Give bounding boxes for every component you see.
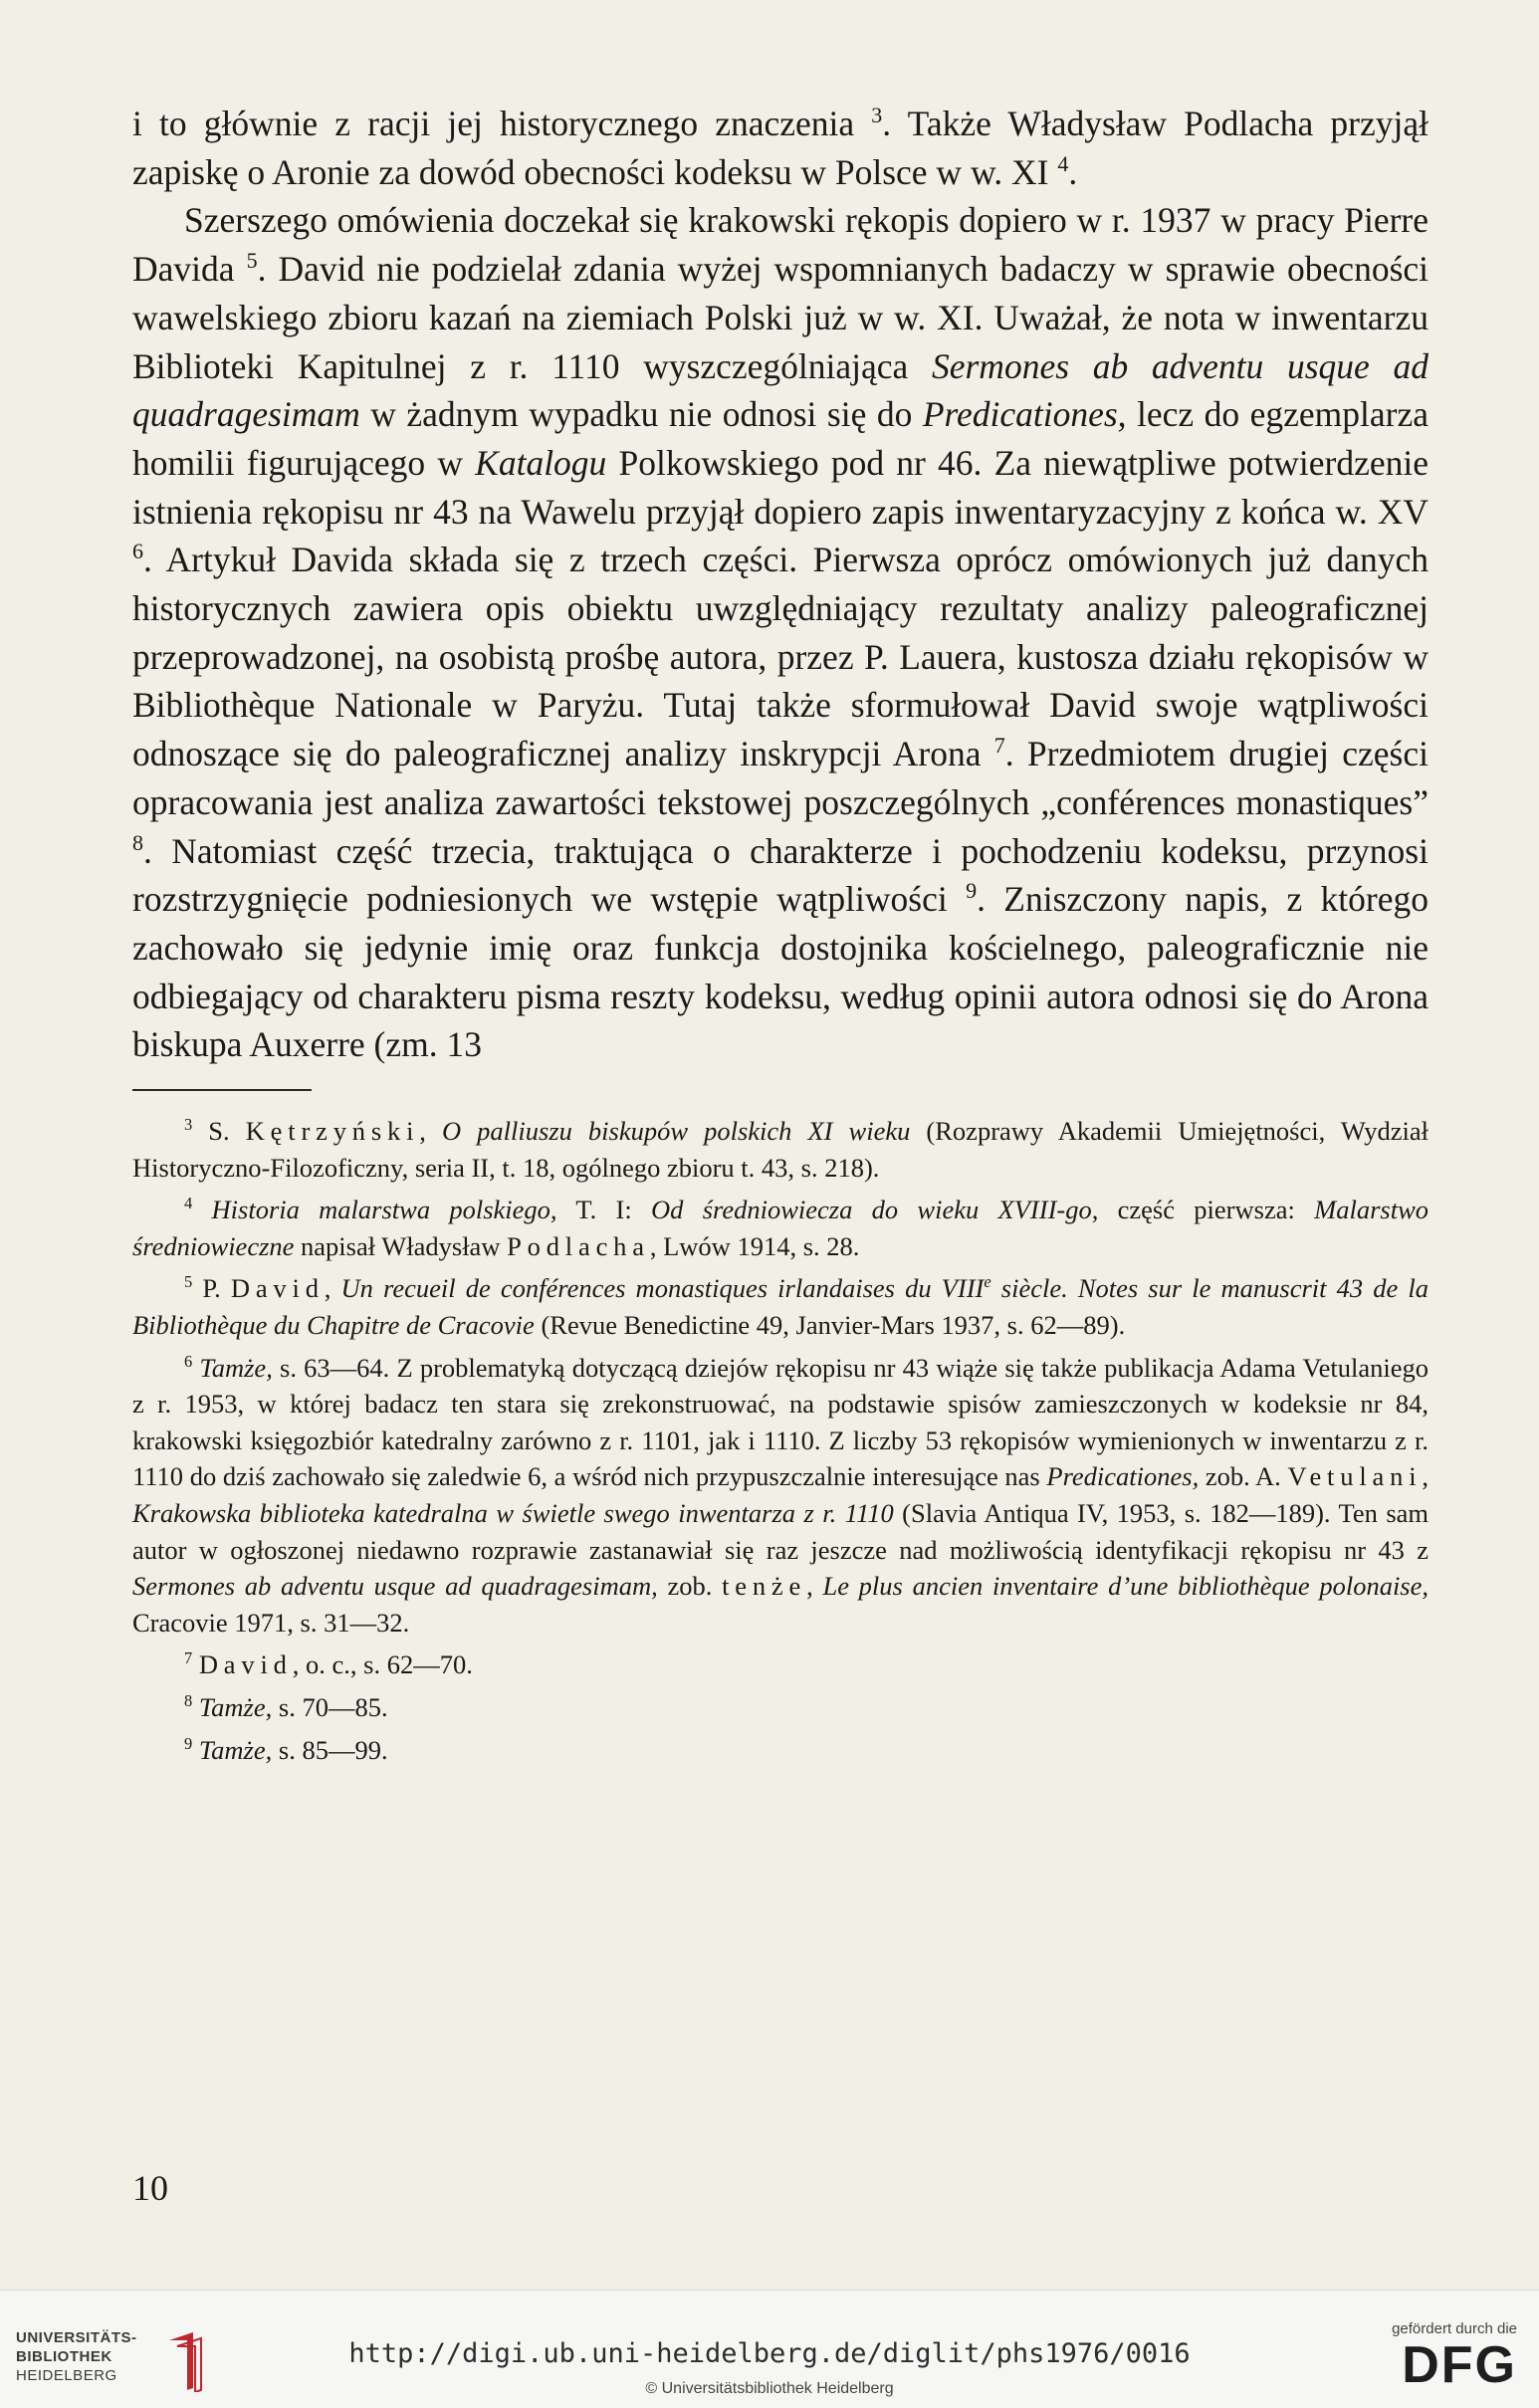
viewer-footer <box>0 2290 1539 2408</box>
footnote: $^3$ S. Kętrzyński, O palliuszu biskupów polskich XI wieku (Rozprawy Akademii Umiejętności, Wydział Historyczno-Filozoficzny, seria II, t. 18, ogólnego zbioru t. 43, s. 218). <box>132 1115 1429 1183</box>
body-paragraphs <box>132 100 1429 1069</box>
footnote: $^6$ Tamże, s. 63—64. Z problematyką dotyczącą dziejów rękopisu nr 43 wiąże się także publikacja Adama Vetulaniego z r. 1953, w której badacz ten stara się zrekonstruować, na podstawie spisów zamieszczonych w kodeksie nr 84, krakowski księgozbiór katedralny zarówno z r. 1101, jak i 1110. Z liczby 53 rękopisów wymienionych w inwentarzu z r. 1110 do dziś zachowało się zaledwie 6, a wśród nich przypuszczalnie interesujące nas Predicationes, zob. A. Vetulani, Krakowska biblioteka katedralna w świetle swego inwentarza z r. 1110 (Slavia Antiqua IV, 1953, s. 182—189). Ten sam autor w ogłoszonej niedawno rozprawie zastanawiał się raz jeszcze nad możliwością identyfikacji rękopisu nr 43 z Sermones ab adventu usque ad quadragesimam, zob. tenże, Le plus ancien inventaire d’une bibliothèque polonaise, Cracovie 1971, s. 31—32. <box>132 1351 1429 1638</box>
page-number: 10 <box>132 2168 168 2208</box>
main-text <box>132 100 1429 1768</box>
library-name-line-2: BIBLIOTHEK <box>16 2348 112 2365</box>
footnote: $^9$ Tamże, s. 85—99. <box>184 1733 388 1765</box>
footnote-separator <box>132 1089 312 1091</box>
body-paragraph: Szerszego omówienia doczekał się krakowski rękopis dopiero w r. 1937 w pracy Pierre Davida $^5$. David nie podzielał zdania wyżej wspomnianych badaczy w sprawie obecności wawelskiego zbioru kazań na ziemiach Polski już w w. XI. Uważał, że nota w inwentarzu Biblioteki Kapitulnej z r. 1110 wyszczególniająca Sermones ab adventu usque ad quadragesimam w żadnym wypadku nie odnosi się do Predicationes, lecz do egzemplarza homilii figurującego w Katalogu Polkowskiego pod nr 46. Za niewątpliwe potwierdzenie istnienia rękopisu nr 43 na Wawelu przyjął dopiero zapis inwentaryzacyjny z końca w. XV $^6$. Artykuł Davida składa się z trzech części. Pierwsza oprócz omówionych już danych historycznych zawiera opis obiektu uwzględniający rezultaty analizy paleograficznej przeprowadzonej, na osobistą prośbę autora, przez P. Lauera, kustosza działu rękopisów w Bibliothèque Nationale w Paryżu. Tutaj także sformułował David swoje wątpliwości odnoszące się do paleograficznej analizy inskrypcji Arona $^7$. Przedmiotem drugiej części opracowania jest analiza zawartości tekstowej poszczególnych „conférences monastiques” $^8$. Natomiast część trzecia, traktująca o charakterze i pochodzeniu kodeksu, przynosi rozstrzygnięcie podniesionych we wstępie wątpliwości $^9$. Zniszczony napis, z którego zachowało się jedynie imię oraz funkcja dostojnika kościelnego, paleograficznie nie odbiegający od charakteru pisma reszty kodeksu, według opinii autora odnosi się do Arona biskupa Auxerre (zm. 13 <box>132 200 1429 1065</box>
body-paragraph: i to głównie z racji jej historycznego znaczenia $^3$. Także Władysław Podlacha przyjął zapiskę o Aronie za dowód obecności kodeksu w Polsce w w. XI $^4$. <box>132 103 1429 192</box>
library-name-line-3: HEIDELBERG <box>16 2367 117 2384</box>
footnote: $^5$ P. David, Un recueil de conférences monastiques irlandaises du VIIIe siècle. Notes sur le manuscrit 43 de la Bibliothèque du Chapitre de Cracovie (Revue Benedictine 49, Janvier-Mars 1937, s. 62—89). <box>132 1272 1429 1341</box>
footnote: $^7$ David, o. c., s. 62—70. <box>184 1648 473 1680</box>
footnotes <box>132 1113 1429 1768</box>
copyright-notice: © Universitätsbibliothek Heidelberg <box>645 2380 894 2397</box>
footnote: $^8$ Tamże, s. 70—85. <box>184 1691 388 1722</box>
funding-caption: gefördert durch die <box>1392 2320 1517 2337</box>
library-name-line-1: UNIVERSITÄTS- <box>16 2329 137 2346</box>
dfg-logo: DFG <box>1402 2336 1517 2394</box>
funder-block[interactable] <box>1378 2320 1517 2400</box>
permalink-url[interactable]: http://digi.ub.uni-heidelberg.de/diglit/phs1976/0016 <box>348 2338 1191 2369</box>
footnote: $^4$ Historia malarstwa polskiego, T. I: Od średniowiecza do wieku XVIII-go, część pierwsza: Malarstwo średniowieczne napisał Władysław Podlacha, Lwów 1914, s. 28. <box>132 1194 1429 1261</box>
